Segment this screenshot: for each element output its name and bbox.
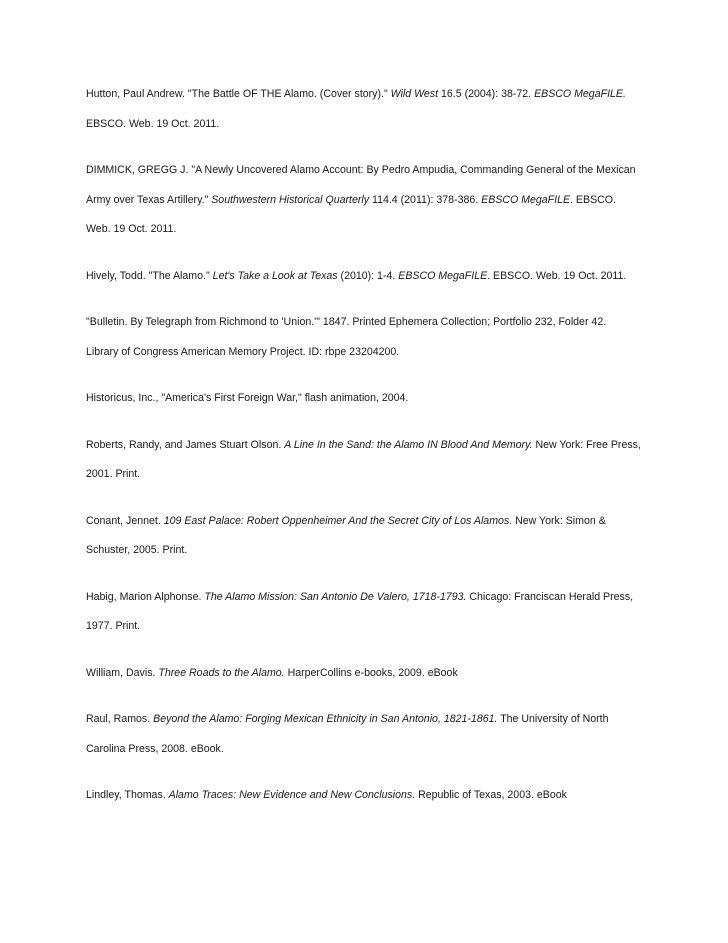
citation-text: The University of North bbox=[497, 713, 609, 725]
bibliography-entry bbox=[86, 659, 686, 689]
bibliography-entry bbox=[86, 308, 686, 367]
citation-text: Hutton, Paul Andrew. "The Battle OF THE Alamo. (Cover story)." bbox=[86, 88, 391, 100]
entry-line bbox=[86, 735, 686, 765]
citation-text: (2010): 1-4. bbox=[337, 269, 399, 282]
citation-text: Conant, Jennet. bbox=[86, 514, 164, 527]
citation-text: Schuster, 2005. Print. bbox=[86, 544, 188, 556]
entry-line bbox=[86, 156, 686, 186]
citation-text: Republic of Texas, 2003. eBook bbox=[415, 789, 567, 801]
entry-line bbox=[86, 507, 686, 537]
entry-line bbox=[86, 460, 686, 490]
italic-title-text: Southwestern Historical Quarterly bbox=[211, 193, 370, 206]
italic-title-text: The Alamo Mission: San Antonio De Valero, 1718-1793. bbox=[204, 590, 467, 603]
citation-text: Web. 19 Oct. 2011. bbox=[86, 223, 177, 235]
bibliography-entry bbox=[86, 431, 686, 490]
citation-text: Chicago: Franciscan Herald Press, bbox=[466, 590, 634, 603]
entry-line bbox=[86, 80, 686, 110]
bibliography-entry bbox=[86, 262, 686, 292]
citation-text: Library of Congress American Memory Project. ID: rbpe 23204200. bbox=[86, 345, 400, 358]
citation-text: 1977. Print. bbox=[86, 620, 141, 632]
citation-text: New York: Free Press, bbox=[532, 438, 641, 451]
italic-title-text: EBSCO MegaFILE. bbox=[534, 88, 626, 100]
citation-text: Habig, Marion Alphonse. bbox=[86, 590, 205, 603]
entry-line bbox=[86, 781, 686, 811]
citation-text: Roberts, Randy, and James Stuart Olson. bbox=[86, 438, 285, 451]
entry-line bbox=[86, 215, 686, 245]
bibliography-entry bbox=[86, 507, 686, 566]
bibliography-entry bbox=[86, 705, 686, 764]
bibliography-entry bbox=[86, 156, 686, 245]
entry-line bbox=[86, 110, 686, 140]
italic-title-text: EBSCO MegaFILE bbox=[398, 269, 488, 282]
citation-text: Carolina Press, 2008. eBook. bbox=[86, 742, 224, 755]
citation-text: . EBSCO. bbox=[570, 193, 616, 206]
bibliography-entry bbox=[86, 80, 686, 139]
citation-text: Lindley, Thomas. bbox=[86, 789, 169, 801]
bibliography-entry bbox=[86, 583, 686, 642]
italic-title-text: A Line In the Sand: the Alamo IN Blood And Memory. bbox=[284, 438, 533, 451]
entry-line bbox=[86, 583, 686, 613]
citation-text: 16.5 (2004): 38-72. bbox=[438, 88, 535, 100]
italic-title-text: Let's Take a Look at Texas bbox=[212, 269, 338, 282]
italic-title-text: Wild West bbox=[390, 88, 439, 100]
citation-text: HarperCollins e-books, 2009. eBook bbox=[284, 666, 458, 679]
italic-title-text: EBSCO MegaFILE bbox=[481, 193, 571, 206]
bibliography-entry bbox=[86, 781, 686, 811]
bibliography-list bbox=[86, 80, 686, 828]
citation-text: 114.4 (2011): 378-386. bbox=[369, 193, 482, 206]
citation-text: New York: Simon & bbox=[512, 514, 606, 527]
italic-title-text: 109 East Palace: Robert Oppenheimer And the Secret City of Los Alamos. bbox=[163, 514, 513, 527]
entry-line bbox=[86, 705, 686, 735]
italic-title-text: Beyond the Alamo: Forging Mexican Ethnicity in San Antonio, 1821-1861. bbox=[153, 713, 498, 725]
entry-line bbox=[86, 612, 686, 642]
citation-text: 2001. Print. bbox=[86, 468, 141, 480]
bibliography-entry bbox=[86, 384, 686, 414]
citation-text: DIMMICK, GREGG J. "A Newly Uncovered Alamo Account: By Pedro Ampudia, Commanding General of the Mexican bbox=[86, 164, 636, 176]
entry-line bbox=[86, 659, 686, 689]
italic-title-text: Three Roads to the Alamo. bbox=[158, 666, 285, 679]
entry-line bbox=[86, 338, 686, 368]
citation-text: William, Davis. bbox=[86, 666, 159, 679]
entry-line bbox=[86, 384, 686, 414]
entry-line bbox=[86, 262, 686, 292]
italic-title-text: Alamo Traces: New Evidence and New Conclusions. bbox=[168, 789, 416, 801]
citation-text: "Bulletin. By Telegraph from Richmond to 'Union.'" 1847. Printed Ephemera Collection; Portfolio 232, Folder 42. bbox=[86, 316, 607, 328]
entry-line bbox=[86, 431, 686, 461]
entry-line bbox=[86, 186, 686, 216]
citation-text: EBSCO. Web. 19 Oct. 2011. bbox=[86, 117, 220, 130]
citation-text: Raul, Ramos. bbox=[86, 713, 154, 725]
citation-text: Historicus, Inc., "America's First Foreign War," flash animation, 2004. bbox=[86, 392, 409, 404]
entry-line bbox=[86, 308, 686, 338]
citation-text: Army over Texas Artillery." bbox=[86, 193, 212, 206]
citation-text: . EBSCO. Web. 19 Oct. 2011. bbox=[487, 269, 627, 282]
citation-text: Hively, Todd. "The Alamo." bbox=[86, 269, 213, 282]
entry-line bbox=[86, 536, 686, 566]
